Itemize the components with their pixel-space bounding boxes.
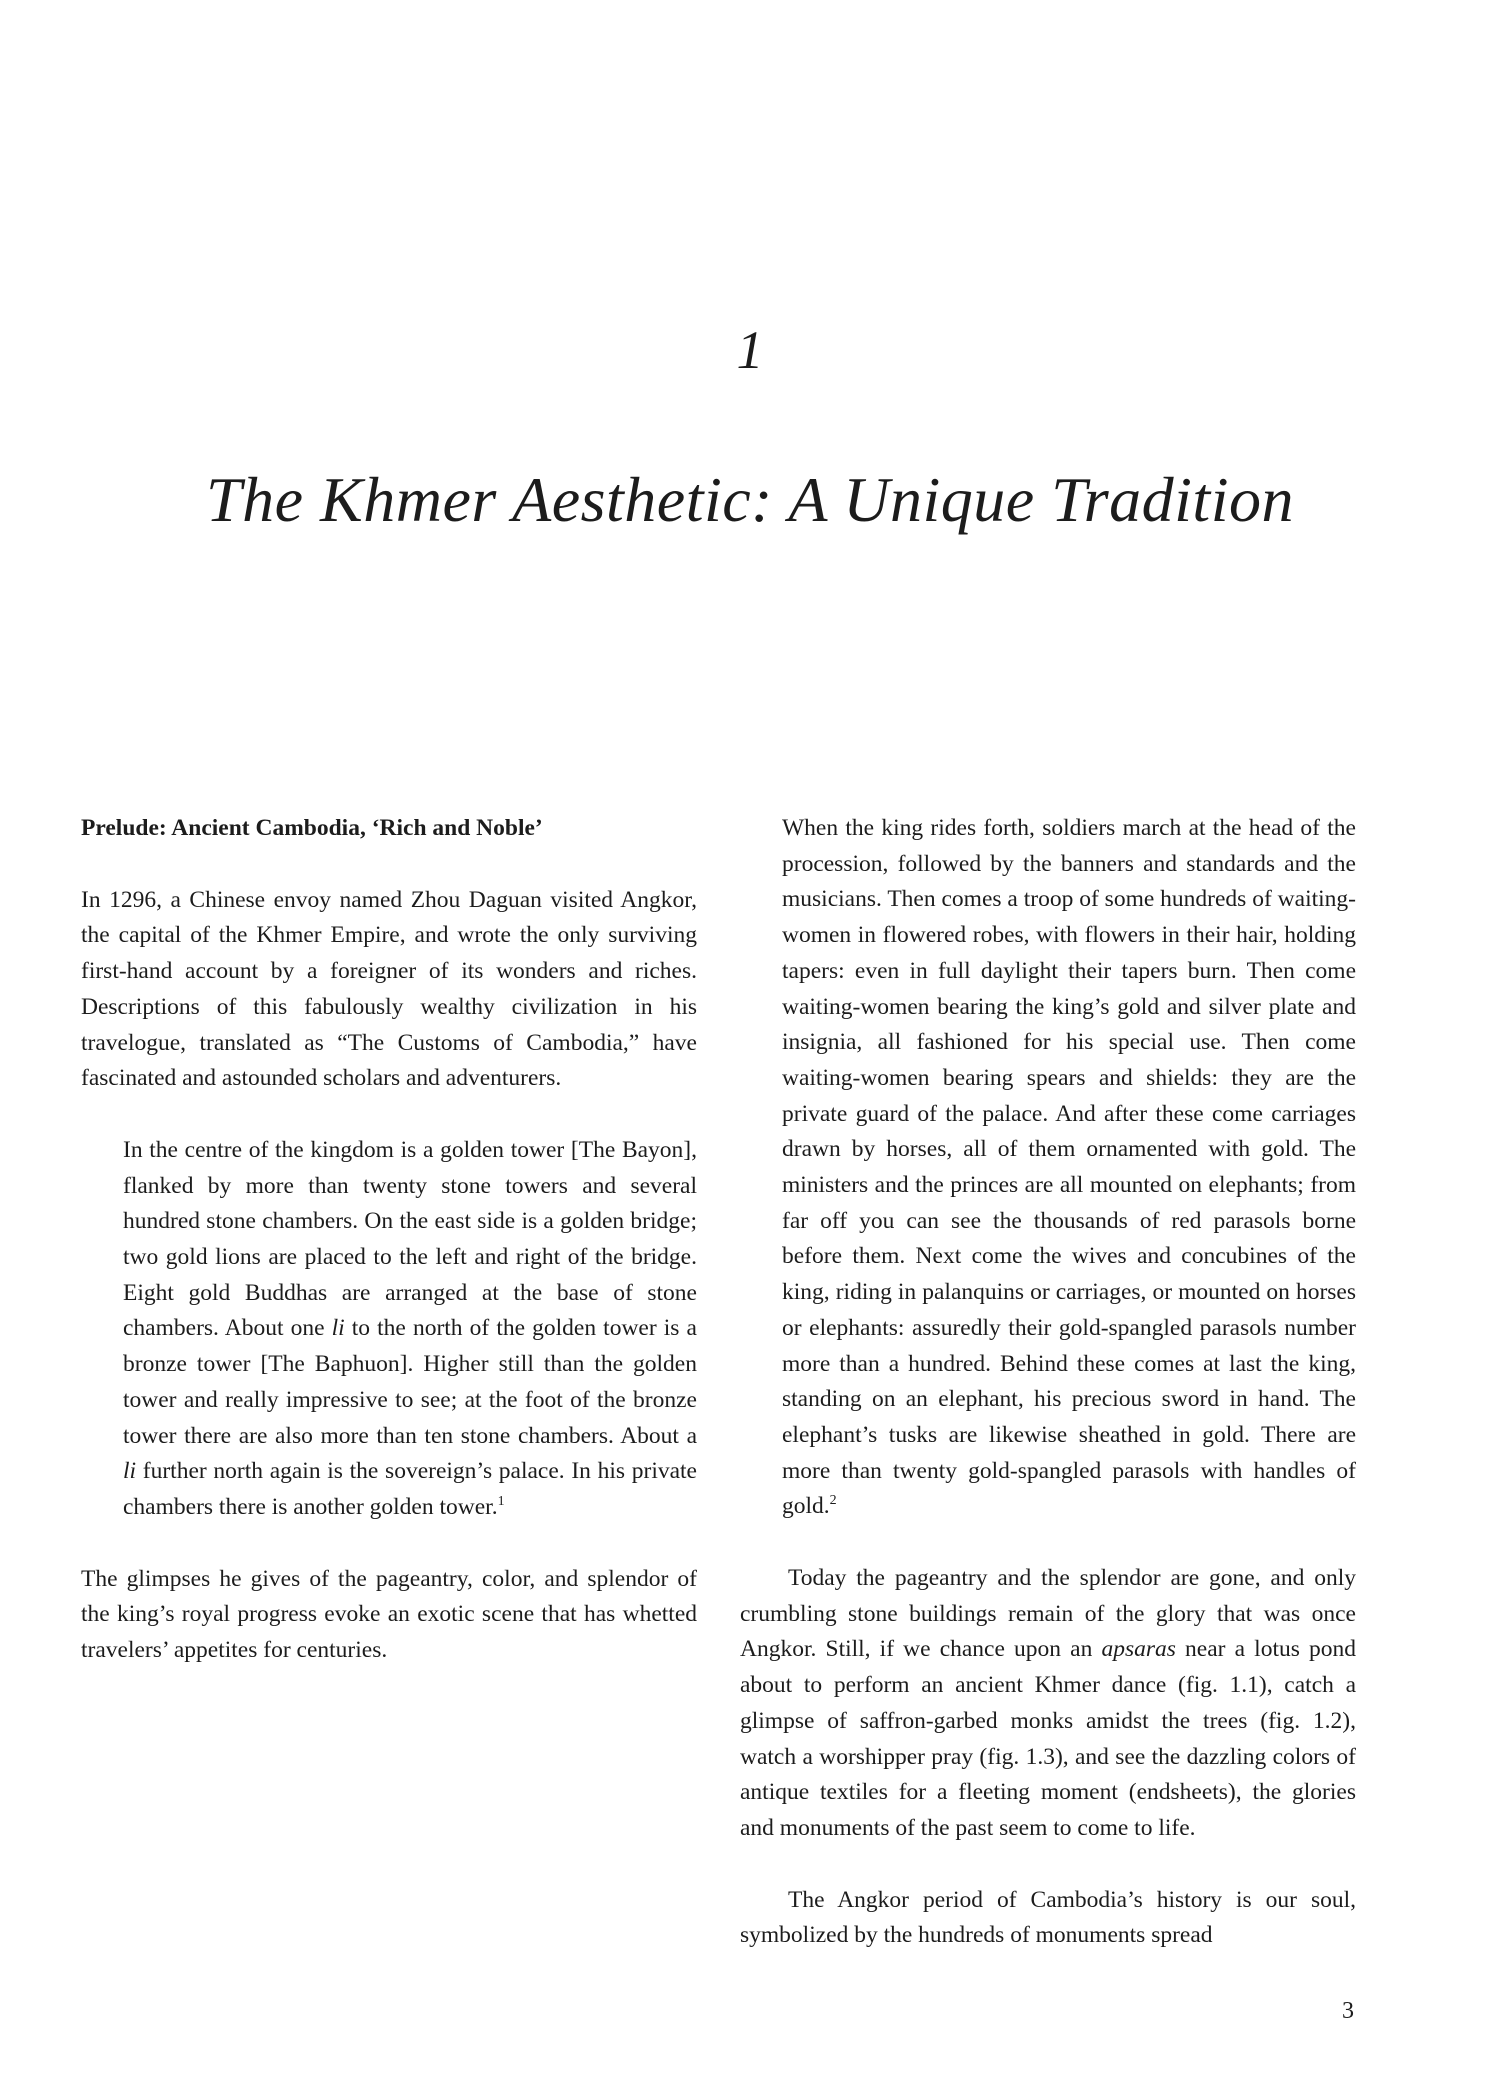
paragraph-today — [740, 1561, 1356, 1847]
quote-text: When the king rides forth, soldiers march at the head of the procession, followed by the banners and standards and the musicians. Then comes a troop of some hundreds of waiting-women in flowered robes, with flowers in their hair, holding tapers: even in full daylight their tapers burn. Then come waiting-women bearing the king’s gold and silver plate and insignia, all fashioned for his special use. Then come waiting-women bearing spears and shields: they are the private guard of the palace. And after these come carriages drawn by horses, all of them ornamented with gold. The ministers and the princes are all mounted on elephants; from far off you can see the thousands of red parasols borne before them. Next come the wives and concubines of the king, riding in palanquins or carriages, or mounted on horses or elephants: assuredly their gold-spangled parasols number more than a hundred. Behind these comes at last the king, standing on an elephant, his precious sword in hand. The elephant’s tusks are likewise sheathed in gold. There are more than twenty gold-spangled parasols with handles of gold. — [782, 815, 1356, 1520]
footnote-marker: 2 — [829, 1493, 837, 1509]
quote-text: further north again is the sovereign’s palace. In his private chambers there is another golden tower. — [123, 1458, 697, 1520]
block-quote-procession-continued — [782, 811, 1356, 1525]
block-quote-city — [123, 1133, 697, 1526]
italic-term: apsaras — [1101, 1636, 1176, 1663]
paragraph-text: near a lotus pond about to perform an ancient Khmer dance (fig. 1.1), catch a glimpse of saffron-garbed monks amidst the trees (fig. 1.2), watch a worshipper pray (fig. 1.3), and see the dazzling colors of antique textiles for a fleeting moment (endsheets), the glories and monuments of the past seem to come to life. — [740, 1636, 1356, 1841]
quote-italic-term: li — [331, 1315, 345, 1342]
paragraph-angkor-period: The Angkor period of Cambodia’s history is our soul, symbolized by the hundreds of monuments spread — [740, 1886, 1356, 1949]
paragraph-text: Today the pageantry and the splendor are gone, and only crumbling stone buildings remain of the glory that was once Angkor. Still, if we chance upon an — [740, 1565, 1356, 1663]
chapter-title: The Khmer Aesthetic: A Unique Tradition — [206, 464, 1294, 535]
page-number: 3 — [1342, 1998, 1354, 2024]
left-column — [81, 811, 697, 1705]
quote-text: In the centre of the kingdom is a golden tower [The Bayon], flanked by more than twenty stone towers and several hundred stone chambers. On the east side is a golden bridge; two gold lions are placed to the left and right of the bridge. Eight gold Buddhas are arranged at the base of stone chambers. About one — [123, 1136, 697, 1342]
quote-text: to the north of the golden tower is a bronze tower [The Baphuon]. Higher still than the golden tower and really impressive to see; at the foot of the bronze tower there are also more than ten stone chambers. About a — [123, 1315, 697, 1449]
section-heading: Prelude: Ancient Cambodia, ‘Rich and Noble’ — [81, 815, 543, 841]
footnote-marker: 1 — [497, 1494, 505, 1510]
quote-italic-term: li — [123, 1458, 137, 1485]
right-column — [740, 811, 1356, 1954]
chapter-number: 1 — [736, 320, 764, 380]
paragraph-pageantry: The glimpses he gives of the pageantry, color, and splendor of the king’s royal progress evoke an exotic scene that has whetted travelers’ appetites for centuries. — [81, 1565, 697, 1664]
paragraph-intro: In 1296, a Chinese envoy named Zhou Daguan visited Angkor, the capital of the Khmer Empire, and wrote the only surviving first-hand account by a foreigner of its wonders and riches. Descriptions of this fabulously wealthy civilization in his travelogue, translated as “The Customs of Cambodia,” have fascinated and astounded scholars and adventurers. — [81, 886, 697, 1092]
